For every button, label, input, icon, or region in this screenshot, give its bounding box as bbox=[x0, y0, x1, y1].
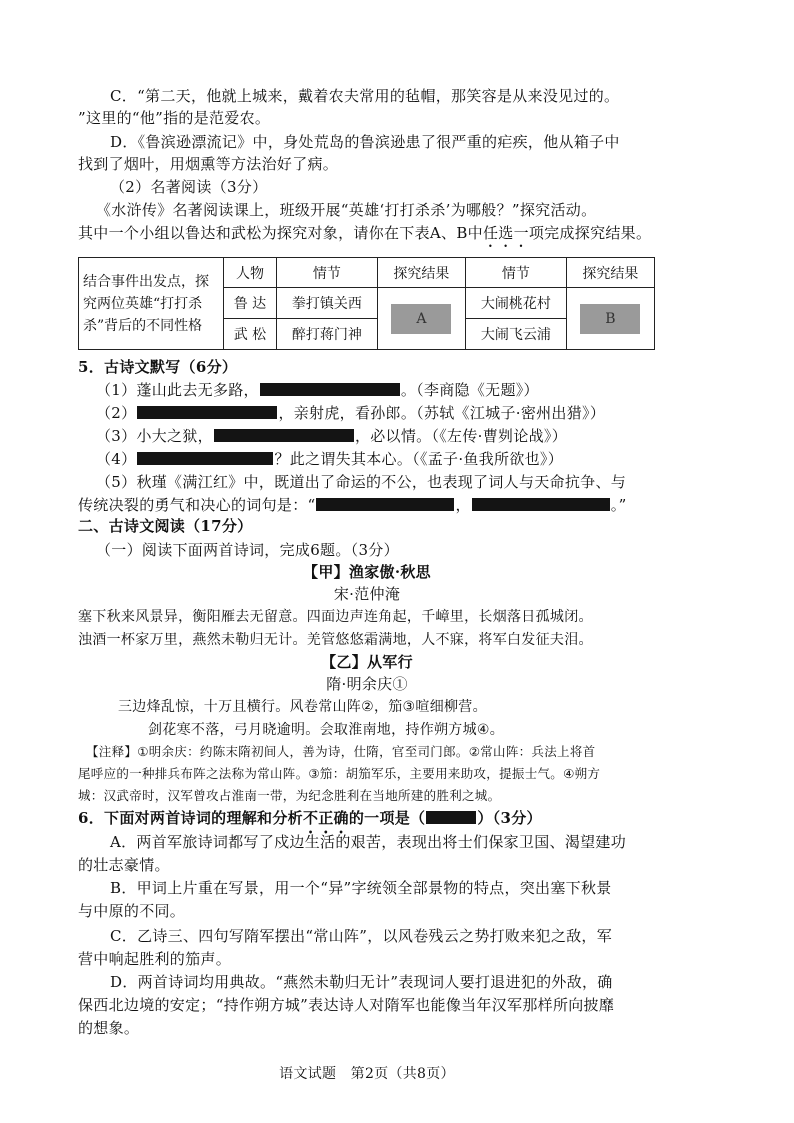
q6-option-b-line2: 与中原的不同。 bbox=[78, 902, 186, 920]
q5-item-1 bbox=[96, 380, 539, 400]
poem-b-line1: 三边烽乱惊，十万且横行。风卷常山阵②，笳③喧细柳营。 bbox=[118, 699, 487, 715]
q4-part2-line2 bbox=[78, 223, 651, 251]
q5-item-5-end: 。” bbox=[610, 496, 627, 514]
q4-part2-title: （2）名著阅读（3分） bbox=[110, 178, 268, 196]
poem-a-line1: 塞下秋来风景异，衡阳雁去无留意。四面边声连角起，千嶂里，长烟落日孤城闭。 bbox=[78, 609, 593, 625]
table-header-plot: 情节 bbox=[276, 258, 377, 288]
q6-option-c-line1: C．乙诗三、四句写隋军摆出“常山阵”，以风卷残云之势打败来犯之敌，军 bbox=[110, 927, 613, 945]
redacted-answer bbox=[472, 498, 610, 511]
q6-option-b-line1: B．甲词上片重在写景，用一个“异”字统领全部景物的特点，突出塞下秋景 bbox=[110, 879, 612, 897]
q6-stem-b: 的一项是（ bbox=[348, 809, 426, 827]
inquiry-table bbox=[78, 257, 655, 350]
table-person-wusong: 武 松 bbox=[224, 319, 277, 350]
q4-option-d-line2: 找到了烟叶，用烟熏等方法治好了病。 bbox=[78, 155, 339, 173]
table-header-result: 探究结果 bbox=[377, 258, 465, 288]
redacted-answer bbox=[260, 383, 400, 396]
q6-option-d-line2: 保西北边境的安定；“持作朔方城”表达诗人对隋军也能像当年汉军那样所向披靡 bbox=[78, 996, 615, 1014]
q4-part2-line1: 《水浒传》名著阅读课上，班级开展“英雄‘打打杀杀’为哪般？”探究活动。 bbox=[96, 201, 597, 219]
table-header-plot2: 情节 bbox=[465, 258, 566, 288]
table-answer-b-cell bbox=[566, 288, 654, 350]
poem-a-line2: 浊酒一杯家万里，燕然未勒归无计。羌管悠悠霜满地，人不寐，将军白发征夫泪。 bbox=[78, 632, 593, 648]
q5-item-5-comma: ， bbox=[455, 496, 471, 514]
redacted-answer bbox=[214, 429, 354, 442]
answer-a-box: A bbox=[391, 304, 451, 334]
poem-b-title: 【乙】从军行 bbox=[321, 653, 413, 671]
q4-option-c-line1: C．“第二天，他就上城来，戴着农夫常用的毡帽，那笑容是从来没见过的。 bbox=[110, 87, 620, 105]
q5-item-5-line2 bbox=[78, 495, 627, 515]
q6-option-d-line3: 的想象。 bbox=[78, 1019, 140, 1037]
q5-item-4 bbox=[96, 449, 563, 469]
table-answer-a-cell bbox=[377, 288, 465, 350]
q5-item-3 bbox=[96, 426, 567, 446]
q6-option-a-line2: 的壮志豪情。 bbox=[78, 856, 170, 874]
q6-option-d-line1: D．两首诗词均用典故。“燕然未勒归无计”表现词人要打退进犯的外敌，确 bbox=[110, 973, 613, 991]
q5-item-2-num: （2） bbox=[96, 404, 137, 422]
q5-item-5-lead: 传统决裂的勇气和决心的词句是：“ bbox=[78, 496, 316, 514]
notes-line3: 城：汉武帝时，汉军曾攻占淮南一带，为纪念胜利在当地所建的胜利之城。 bbox=[78, 788, 501, 803]
q5-item-5-line1: （5）秋瑾《满江红》中，既道出了命运的不公，也表现了词人与天命抗争、与 bbox=[96, 473, 627, 491]
q4-part2-line2-a: 其中一个小组以鲁达和武松为探究对象，请你在下表A、B中 bbox=[78, 224, 483, 242]
table-plot-wusong-1: 醉打蒋门神 bbox=[276, 319, 377, 350]
redacted-answer bbox=[316, 498, 454, 511]
table-header-person: 人物 bbox=[224, 258, 277, 288]
q6-option-c-line2: 营中响起胜利的笳声。 bbox=[78, 950, 232, 968]
q5-item-3-source: ，必以情。（《左传·曹刿论战》） bbox=[354, 427, 568, 445]
poem-b-line2: 剑花寒不落，弓月晓逾明。会取淮南地，持作朔方城④。 bbox=[148, 722, 505, 738]
q5-title: 5．古诗文默写（6分） bbox=[78, 358, 238, 376]
q5-item-1-text: （1）蓬山此去无多路， bbox=[96, 381, 259, 399]
table-description: 结合事件出发点，探究两位英雄“打打杀杀”背后的不同性格 bbox=[79, 258, 224, 350]
q6-stem-emphasis: 不正确 bbox=[302, 809, 349, 827]
q4-option-d-line1: D．《鲁滨逊漂流记》中，身处荒岛的鲁滨逊患了很严重的疟疾，他从箱子中 bbox=[110, 133, 620, 151]
q5-item-4-num: （4） bbox=[96, 450, 137, 468]
q4-part2-line2-b: 项完成探究结果。 bbox=[528, 224, 652, 242]
q4-part2-emphasis: 任选一 bbox=[482, 224, 529, 242]
q5-item-4-text: ？此之谓失其本心。（《孟子·鱼我所欲也》） bbox=[274, 450, 564, 468]
answer-b-box: B bbox=[580, 304, 640, 334]
table-plot-wusong-2: 大闹飞云浦 bbox=[465, 319, 566, 350]
section2-sub1: （一）阅读下面两首诗词，完成6题。（3分） bbox=[96, 541, 399, 559]
poem-a-author: 宋·范仲淹 bbox=[333, 585, 401, 603]
table-header-result2: 探究结果 bbox=[566, 258, 654, 288]
q5-item-2 bbox=[96, 403, 605, 423]
poem-a-title: 【甲】渔家傲·秋思 bbox=[303, 563, 431, 581]
table-plot-luda-2: 大闹桃花村 bbox=[465, 288, 566, 319]
q5-item-1-source: 。（李商隐《无题》） bbox=[400, 381, 539, 399]
q5-item-3-text: （3）小大之狱， bbox=[96, 427, 213, 445]
section2-title: 二、古诗文阅读（17分） bbox=[78, 517, 253, 535]
redacted-answer bbox=[137, 452, 273, 465]
q6-stem-c: ）（3分） bbox=[477, 809, 542, 827]
q6-option-a-line1: A．两首军旅诗词都写了戍边生活的艰苦，表现出将士们保家卫国、渴望建功 bbox=[110, 833, 627, 851]
table-plot-luda-1: 拳打镇关西 bbox=[276, 288, 377, 319]
q6-stem-a: 6．下面对两首诗词的理解和分析 bbox=[78, 809, 303, 827]
q4-option-c-line2: ”这里的“他”指的是范爱农。 bbox=[78, 109, 271, 127]
redacted-answer bbox=[426, 811, 476, 824]
notes-line2: 尾呼应的一种排兵布阵之法称为常山阵。③笳：胡笳军乐，主要用来助攻，提振士气。④朔方 bbox=[78, 766, 601, 781]
redacted-answer bbox=[137, 406, 277, 419]
poem-b-author: 隋·明余庆① bbox=[326, 675, 408, 693]
page-footer: 语文试题 第2页（共8页） bbox=[279, 1066, 455, 1082]
notes-line1: 【注释】①明余庆：约陈末隋初间人，善为诗，仕隋，官至司门郎。②常山阵：兵法上将首 bbox=[86, 744, 596, 759]
q5-item-2-text: ，亲射虎，看孙郎。（苏轼《江城子·密州出猎》） bbox=[278, 404, 606, 422]
table-person-luda: 鲁 达 bbox=[224, 288, 277, 319]
